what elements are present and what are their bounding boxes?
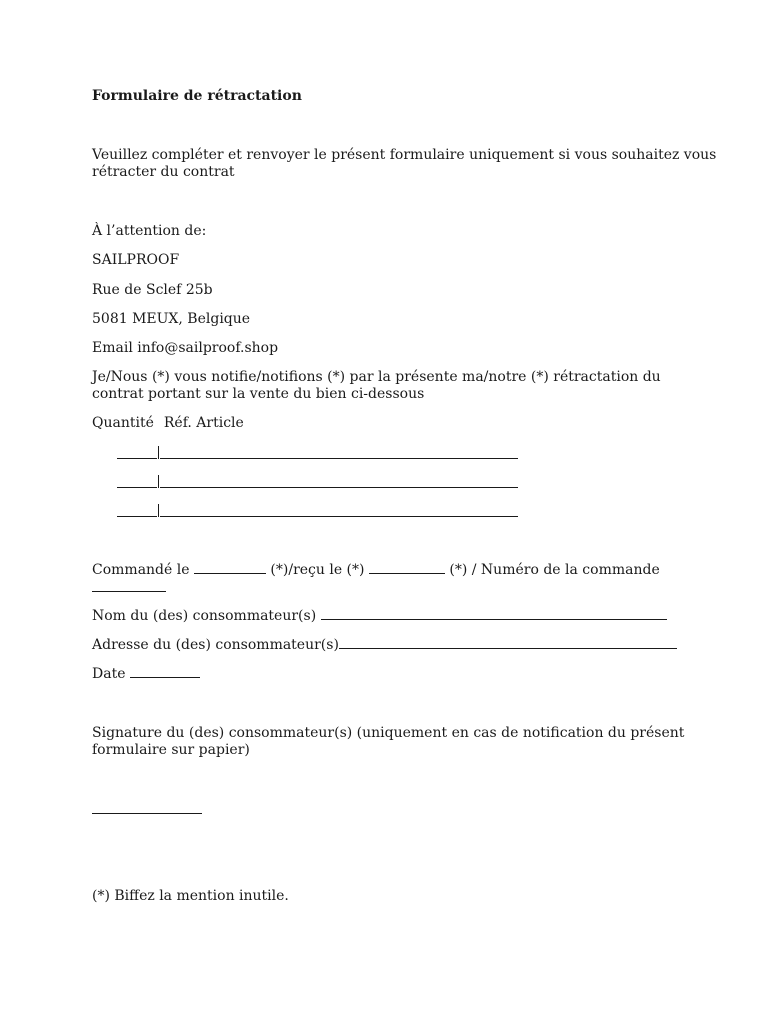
company-street: Rue de Sclef 25b	[92, 282, 213, 298]
column-separator	[158, 475, 159, 488]
column-separator	[158, 504, 159, 517]
ordered-label: Commandé le	[92, 562, 190, 578]
date-field[interactable]	[130, 665, 200, 678]
received-label: (*)/reçu le (*)	[270, 562, 365, 578]
article-field[interactable]	[160, 516, 518, 517]
signature-line-1: Signature du (des) consommateur(s) (uniquement en cas de notification du présent	[92, 725, 685, 741]
article-table-header	[92, 415, 254, 432]
column-separator	[158, 446, 159, 459]
quantity-column-header: Quantité	[92, 415, 154, 431]
company-name: SAILPROOF	[92, 252, 180, 268]
article-field[interactable]	[160, 487, 518, 488]
order-number-field[interactable]	[92, 591, 166, 592]
consumer-address-label: Adresse du (des) consommateur(s)	[92, 637, 339, 653]
order-info-line	[92, 561, 660, 579]
ordered-date-field[interactable]	[194, 561, 266, 574]
attention-label: À l’attention de:	[92, 223, 207, 239]
company-email: Email info@sailproof.shop	[92, 340, 279, 356]
article-field[interactable]	[160, 458, 518, 459]
consumer-name-line	[92, 607, 667, 625]
notice-line-1: Je/Nous (*) vous notifie/notifions (*) par la présente ma/notre (*) rétractation du	[92, 369, 661, 385]
consumer-address-field[interactable]	[339, 636, 677, 649]
date-label: Date	[92, 666, 126, 682]
signature-line-2: formulaire sur papier)	[92, 742, 250, 758]
consumer-name-label: Nom du (des) consommateur(s)	[92, 608, 317, 624]
intro-line-2: rétracter du contrat	[92, 164, 235, 180]
date-line	[92, 665, 200, 683]
footnote: (*) Biffez la mention inutile.	[92, 888, 289, 904]
company-city: 5081 MEUX, Belgique	[92, 311, 251, 327]
received-date-field[interactable]	[369, 561, 445, 574]
quantity-field[interactable]	[117, 487, 157, 488]
notice-line-2: contrat portant sur la vente du bien ci-dessous	[92, 386, 425, 402]
quantity-field[interactable]	[117, 516, 157, 517]
consumer-address-line	[92, 636, 677, 654]
consumer-name-field[interactable]	[321, 607, 667, 620]
intro-line-1: Veuillez compléter et renvoyer le présent formulaire uniquement si vous souhaitez vous	[92, 147, 717, 163]
quantity-field[interactable]	[117, 458, 157, 459]
signature-field[interactable]	[92, 813, 202, 814]
article-column-header: Réf. Article	[163, 415, 244, 431]
page-title: Formulaire de rétractation	[92, 88, 302, 104]
order-number-label: (*) / Numéro de la commande	[449, 562, 660, 578]
